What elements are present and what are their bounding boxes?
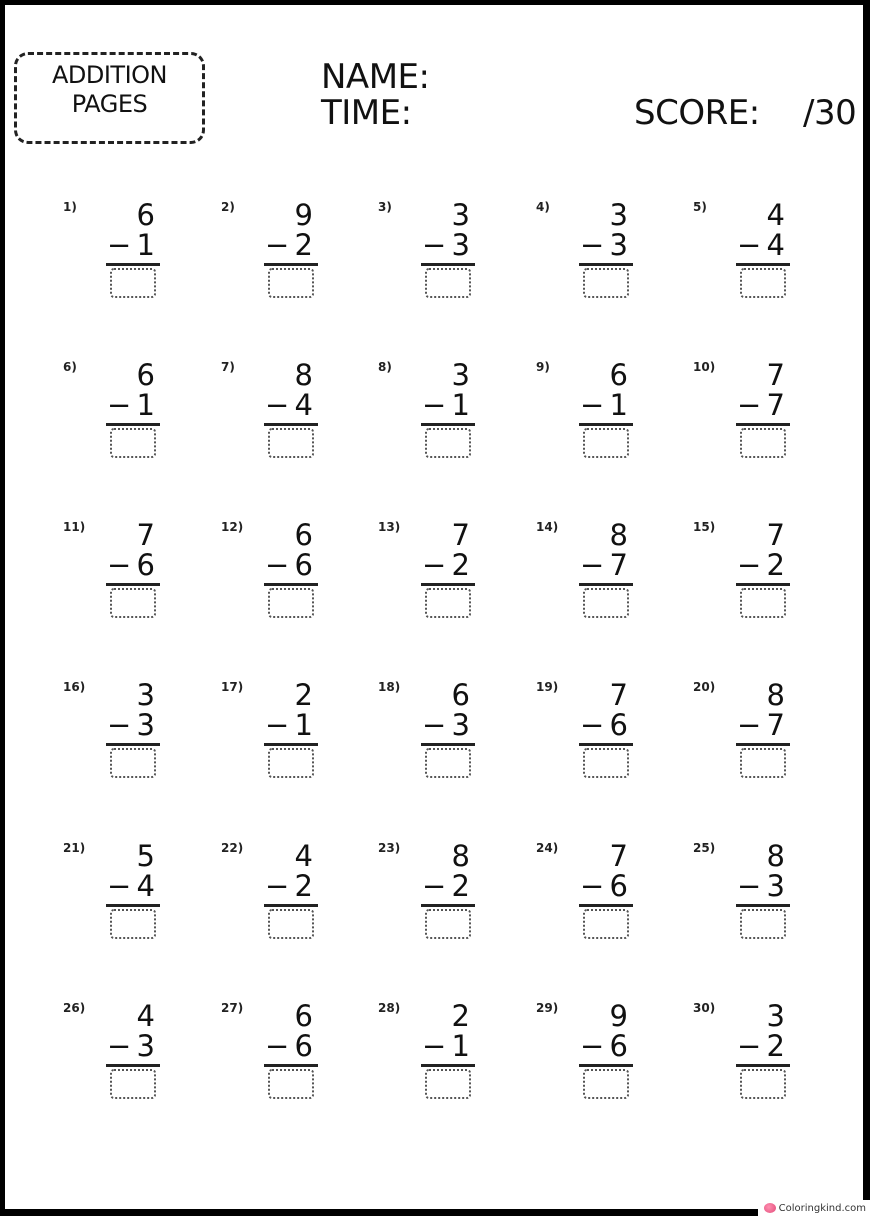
problem-23 — [378, 841, 528, 951]
title-line-2: PAGES — [71, 90, 148, 118]
answer-rule — [264, 743, 318, 746]
minus-sign: − — [737, 869, 762, 903]
subtrahend-row — [107, 1031, 159, 1061]
answer-box[interactable] — [425, 588, 471, 618]
minuend: 7 — [766, 358, 785, 392]
minus-sign: − — [265, 548, 290, 582]
minuend: 6 — [136, 358, 155, 392]
subtrahend-row — [422, 230, 474, 260]
minus-sign: − — [107, 708, 132, 742]
answer-box[interactable] — [425, 748, 471, 778]
minus-sign: − — [265, 1029, 290, 1063]
problem-number: 1) — [63, 200, 77, 214]
subtrahend-row — [737, 1031, 789, 1061]
problem-21 — [63, 841, 213, 951]
minuend: 4 — [766, 198, 785, 232]
subtrahend-row — [580, 390, 632, 420]
problem-grid — [5, 5, 863, 1209]
problem-number: 19) — [536, 680, 559, 694]
answer-box[interactable] — [583, 909, 629, 939]
problem-24 — [536, 841, 686, 951]
answer-rule — [106, 743, 160, 746]
subtrahend: 7 — [609, 548, 628, 582]
minus-sign: − — [580, 869, 605, 903]
subtrahend: 7 — [766, 708, 785, 742]
subtrahend-row — [580, 710, 632, 740]
problem-19 — [536, 680, 686, 790]
problem-number: 12) — [221, 520, 244, 534]
problem-29 — [536, 1001, 686, 1111]
problem-9 — [536, 360, 686, 470]
answer-rule — [106, 263, 160, 266]
subtrahend: 6 — [294, 548, 313, 582]
problem-number: 15) — [693, 520, 716, 534]
minus-sign: − — [580, 708, 605, 742]
minus-sign: − — [737, 388, 762, 422]
minuend: 7 — [136, 518, 155, 552]
minus-sign: − — [107, 228, 132, 262]
problem-3 — [378, 200, 528, 310]
problem-30 — [693, 1001, 843, 1111]
subtrahend: 3 — [609, 228, 628, 262]
subtrahend: 4 — [136, 869, 155, 903]
problem-13 — [378, 520, 528, 630]
subtrahend-row — [580, 1031, 632, 1061]
subtrahend-row — [580, 871, 632, 901]
subtrahend: 2 — [294, 869, 313, 903]
answer-box[interactable] — [583, 748, 629, 778]
answer-box[interactable] — [268, 748, 314, 778]
minus-sign: − — [422, 548, 447, 582]
minus-sign: − — [737, 708, 762, 742]
problem-4 — [536, 200, 686, 310]
subtrahend: 4 — [294, 388, 313, 422]
minuend: 6 — [136, 198, 155, 232]
subtrahend: 6 — [609, 708, 628, 742]
answer-rule — [579, 263, 633, 266]
subtrahend: 3 — [766, 869, 785, 903]
worksheet-page — [5, 5, 863, 1209]
minus-sign: − — [422, 1029, 447, 1063]
problem-10 — [693, 360, 843, 470]
minus-sign: − — [265, 228, 290, 262]
problem-number: 4) — [536, 200, 550, 214]
problem-15 — [693, 520, 843, 630]
subtrahend-row — [265, 871, 317, 901]
coloring-logo-icon — [764, 1203, 776, 1213]
subtrahend-row — [580, 550, 632, 580]
subtrahend: 2 — [451, 869, 470, 903]
subtrahend: 1 — [136, 228, 155, 262]
problem-number: 24) — [536, 841, 559, 855]
problem-number: 26) — [63, 1001, 86, 1015]
subtrahend: 2 — [766, 1029, 785, 1063]
answer-rule — [736, 583, 790, 586]
problem-number: 28) — [378, 1001, 401, 1015]
subtrahend: 2 — [766, 548, 785, 582]
minuend: 9 — [609, 999, 628, 1033]
subtrahend-row — [422, 1031, 474, 1061]
subtrahend-row — [737, 710, 789, 740]
minuend: 4 — [294, 839, 313, 873]
subtrahend-row — [422, 710, 474, 740]
subtrahend: 1 — [136, 388, 155, 422]
time-label: TIME: — [321, 93, 412, 133]
minuend: 2 — [294, 678, 313, 712]
minuend: 6 — [294, 518, 313, 552]
subtrahend: 1 — [451, 388, 470, 422]
subtrahend-row — [107, 390, 159, 420]
answer-rule — [421, 743, 475, 746]
answer-box[interactable] — [268, 588, 314, 618]
answer-box[interactable] — [425, 909, 471, 939]
answer-rule — [736, 263, 790, 266]
subtrahend: 6 — [609, 1029, 628, 1063]
minuend: 8 — [294, 358, 313, 392]
answer-rule — [106, 423, 160, 426]
minuend: 6 — [451, 678, 470, 712]
watermark-text: Coloringkind.com — [778, 1202, 866, 1214]
answer-box[interactable] — [110, 909, 156, 939]
subtrahend-row — [422, 550, 474, 580]
name-label: NAME: — [321, 57, 430, 97]
problem-16 — [63, 680, 213, 790]
problem-number: 11) — [63, 520, 86, 534]
subtrahend-row — [265, 390, 317, 420]
minus-sign: − — [580, 388, 605, 422]
problem-7 — [221, 360, 371, 470]
answer-box[interactable] — [740, 1069, 786, 1099]
problem-number: 25) — [693, 841, 716, 855]
subtrahend: 2 — [451, 548, 470, 582]
answer-rule — [264, 263, 318, 266]
minuend: 6 — [294, 999, 313, 1033]
problem-number: 23) — [378, 841, 401, 855]
subtrahend: 3 — [451, 228, 470, 262]
problem-12 — [221, 520, 371, 630]
answer-rule — [736, 1064, 790, 1067]
answer-rule — [736, 423, 790, 426]
minuend: 8 — [766, 839, 785, 873]
title-line-1: ADDITION — [51, 61, 168, 89]
problem-number: 17) — [221, 680, 244, 694]
minus-sign: − — [422, 388, 447, 422]
minus-sign: − — [422, 708, 447, 742]
problem-8 — [378, 360, 528, 470]
subtrahend: 6 — [136, 548, 155, 582]
subtrahend: 6 — [609, 869, 628, 903]
problem-22 — [221, 841, 371, 951]
answer-box[interactable] — [110, 1069, 156, 1099]
subtrahend: 4 — [766, 228, 785, 262]
problem-27 — [221, 1001, 371, 1111]
minuend: 6 — [609, 358, 628, 392]
answer-rule — [579, 904, 633, 907]
minus-sign: − — [107, 869, 132, 903]
subtrahend-row — [737, 390, 789, 420]
problem-number: 20) — [693, 680, 716, 694]
watermark — [758, 1200, 870, 1216]
problem-number: 27) — [221, 1001, 244, 1015]
problem-14 — [536, 520, 686, 630]
problem-17 — [221, 680, 371, 790]
minuend: 3 — [451, 358, 470, 392]
subtrahend: 3 — [136, 708, 155, 742]
problem-20 — [693, 680, 843, 790]
subtrahend-row — [265, 550, 317, 580]
minus-sign: − — [737, 228, 762, 262]
subtrahend-row — [265, 230, 317, 260]
problem-number: 7) — [221, 360, 235, 374]
problem-number: 29) — [536, 1001, 559, 1015]
problem-number: 16) — [63, 680, 86, 694]
subtrahend: 1 — [451, 1029, 470, 1063]
answer-rule — [264, 423, 318, 426]
subtrahend-row — [422, 871, 474, 901]
problem-11 — [63, 520, 213, 630]
answer-rule — [736, 743, 790, 746]
answer-rule — [421, 904, 475, 907]
answer-box[interactable] — [268, 428, 314, 458]
subtrahend-row — [422, 390, 474, 420]
problem-number: 3) — [378, 200, 392, 214]
subtrahend: 3 — [136, 1029, 155, 1063]
minuend: 2 — [451, 999, 470, 1033]
subtrahend-row — [107, 871, 159, 901]
problem-25 — [693, 841, 843, 951]
answer-rule — [421, 423, 475, 426]
answer-rule — [579, 423, 633, 426]
subtrahend-row — [107, 230, 159, 260]
answer-rule — [579, 1064, 633, 1067]
answer-box[interactable] — [740, 268, 786, 298]
subtrahend: 2 — [294, 228, 313, 262]
problem-number: 18) — [378, 680, 401, 694]
minuend: 8 — [766, 678, 785, 712]
subtrahend: 7 — [766, 388, 785, 422]
subtrahend: 1 — [294, 708, 313, 742]
minus-sign: − — [737, 1029, 762, 1063]
problem-number: 8) — [378, 360, 392, 374]
answer-box[interactable] — [110, 588, 156, 618]
answer-box[interactable] — [425, 428, 471, 458]
answer-box[interactable] — [425, 268, 471, 298]
subtrahend-row — [580, 230, 632, 260]
problem-number: 21) — [63, 841, 86, 855]
problem-2 — [221, 200, 371, 310]
answer-rule — [264, 1064, 318, 1067]
problem-26 — [63, 1001, 213, 1111]
subtrahend: 6 — [294, 1029, 313, 1063]
subtrahend-row — [737, 230, 789, 260]
answer-box[interactable] — [268, 268, 314, 298]
problem-28 — [378, 1001, 528, 1111]
answer-box[interactable] — [583, 588, 629, 618]
minuend: 8 — [451, 839, 470, 873]
minuend: 7 — [766, 518, 785, 552]
answer-rule — [736, 904, 790, 907]
minuend: 9 — [294, 198, 313, 232]
minus-sign: − — [580, 548, 605, 582]
answer-rule — [421, 583, 475, 586]
problem-number: 9) — [536, 360, 550, 374]
problem-number: 30) — [693, 1001, 716, 1015]
minus-sign: − — [422, 869, 447, 903]
minuend: 8 — [609, 518, 628, 552]
problem-number: 10) — [693, 360, 716, 374]
minuend: 7 — [451, 518, 470, 552]
problem-number: 14) — [536, 520, 559, 534]
problem-18 — [378, 680, 528, 790]
answer-rule — [264, 583, 318, 586]
minus-sign: − — [580, 228, 605, 262]
answer-box[interactable] — [583, 428, 629, 458]
minuend: 3 — [609, 198, 628, 232]
problem-1 — [63, 200, 213, 310]
answer-rule — [106, 904, 160, 907]
minuend: 4 — [136, 999, 155, 1033]
answer-box[interactable] — [268, 909, 314, 939]
minus-sign: − — [265, 869, 290, 903]
score-total: /30 — [803, 93, 857, 133]
problem-5 — [693, 200, 843, 310]
answer-box[interactable] — [740, 588, 786, 618]
minuend: 7 — [609, 839, 628, 873]
subtrahend-row — [107, 550, 159, 580]
problem-number: 13) — [378, 520, 401, 534]
answer-box[interactable] — [110, 748, 156, 778]
answer-rule — [106, 1064, 160, 1067]
minus-sign: − — [265, 388, 290, 422]
minus-sign: − — [737, 548, 762, 582]
minus-sign: − — [422, 228, 447, 262]
problem-number: 2) — [221, 200, 235, 214]
answer-box[interactable] — [583, 268, 629, 298]
score-label: SCORE: — [634, 93, 760, 133]
problem-number: 6) — [63, 360, 77, 374]
subtrahend-row — [737, 550, 789, 580]
answer-rule — [421, 263, 475, 266]
minus-sign: − — [580, 1029, 605, 1063]
minus-sign: − — [107, 1029, 132, 1063]
minuend: 3 — [451, 198, 470, 232]
answer-rule — [264, 904, 318, 907]
minus-sign: − — [265, 708, 290, 742]
subtrahend: 3 — [451, 708, 470, 742]
subtrahend-row — [107, 710, 159, 740]
answer-box[interactable] — [110, 268, 156, 298]
subtrahend-row — [265, 710, 317, 740]
answer-rule — [106, 583, 160, 586]
minus-sign: − — [107, 388, 132, 422]
problem-6 — [63, 360, 213, 470]
subtrahend-row — [737, 871, 789, 901]
problem-number: 22) — [221, 841, 244, 855]
subtrahend-row — [265, 1031, 317, 1061]
minuend: 3 — [136, 678, 155, 712]
answer-box[interactable] — [583, 1069, 629, 1099]
minuend: 7 — [609, 678, 628, 712]
answer-box[interactable] — [268, 1069, 314, 1099]
answer-box[interactable] — [740, 909, 786, 939]
subtrahend: 1 — [609, 388, 628, 422]
answer-box[interactable] — [110, 428, 156, 458]
minus-sign: − — [107, 548, 132, 582]
answer-box[interactable] — [740, 428, 786, 458]
answer-rule — [579, 583, 633, 586]
answer-rule — [421, 1064, 475, 1067]
answer-box[interactable] — [425, 1069, 471, 1099]
answer-box[interactable] — [740, 748, 786, 778]
answer-rule — [579, 743, 633, 746]
minuend: 5 — [136, 839, 155, 873]
minuend: 3 — [766, 999, 785, 1033]
problem-number: 5) — [693, 200, 707, 214]
